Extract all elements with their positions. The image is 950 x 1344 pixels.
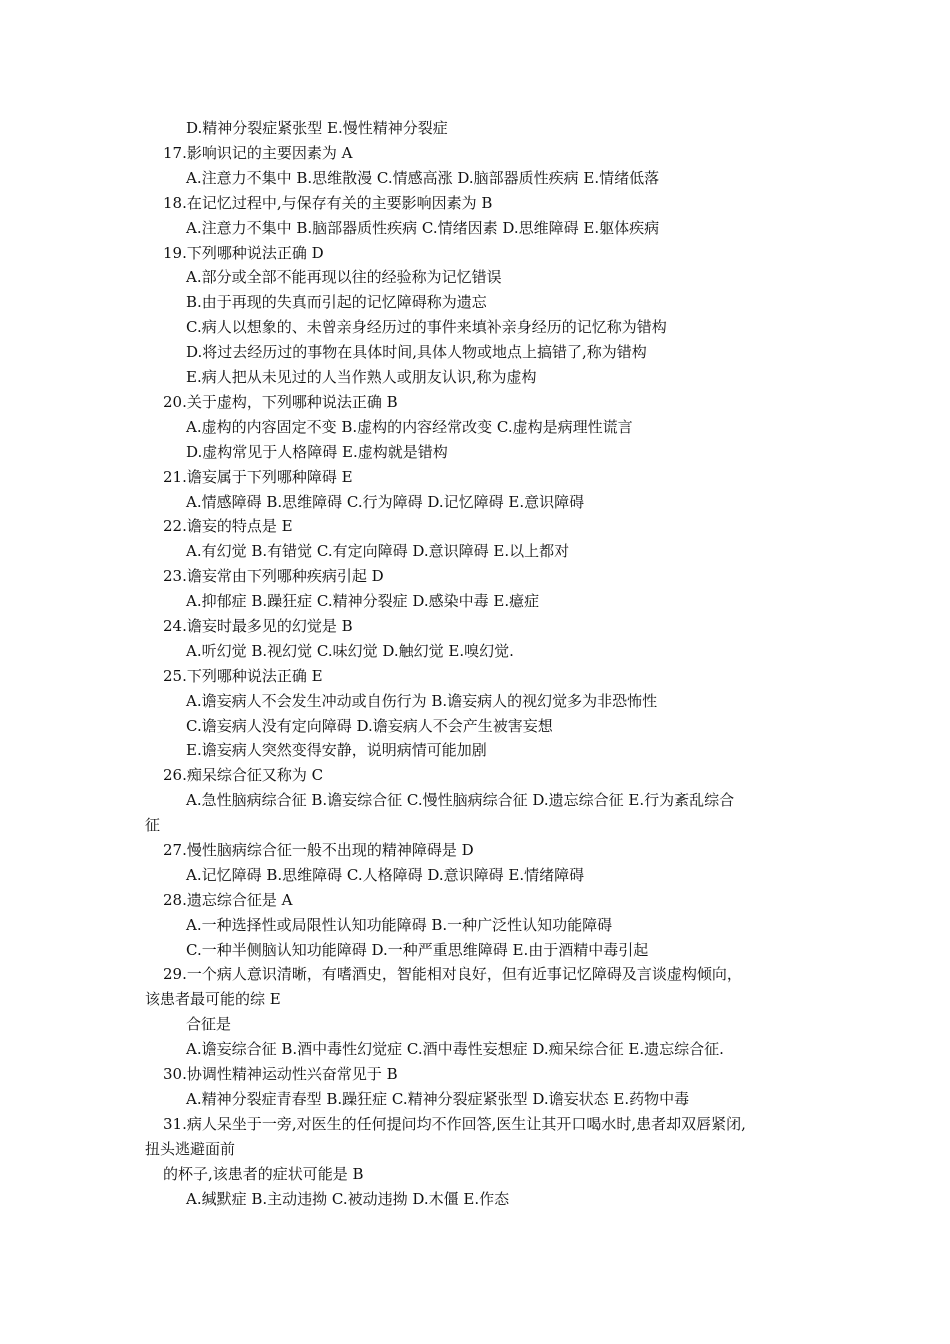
option-line: D.将过去经历过的事物在具体时间,具体人物或地点上搞错了,称为错构 (186, 343, 647, 361)
question-continuation-line: 的杯子,该患者的症状可能是 B (163, 1165, 364, 1183)
wrapped-line: 扭头逃避面前 (145, 1140, 236, 1158)
option-line: A.谵妄病人不会发生冲动或自伤行为 B.谵妄病人的视幻觉多为非恐怖性 (186, 692, 658, 710)
option-line: A.一种选择性或局限性认知功能障碍 B.一种广泛性认知功能障碍 (186, 916, 613, 934)
option-line: B.由于再现的失真而引起的记忆障碍称为遗忘 (186, 293, 487, 311)
option-line: E.病人把从未见过的人当作熟人或朋友认识,称为虚构 (186, 368, 537, 386)
wrapped-line: 征 (145, 816, 161, 834)
option-line: 合征是 (186, 1015, 232, 1033)
question-line: 22.谵妄的特点是 E (163, 517, 293, 535)
question-line: 25.下列哪种说法正确 E (163, 667, 323, 685)
option-line: A.急性脑病综合征 B.谵妄综合征 C.慢性脑病综合征 D.遗忘综合征 E.行为紊乱综合 (186, 791, 735, 809)
question-line: 23.谵妄常由下列哪种疾病引起 D (163, 567, 384, 585)
question-line: 24.谵妄时最多见的幻觉是 B (163, 617, 353, 635)
option-line: A.部分或全部不能再现以往的经验称为记忆错误 (186, 268, 502, 286)
question-line: 29.一个病人意识清晰，有嗜酒史，智能相对良好，但有近事记忆障碍及言谈虚构倾向， (163, 965, 742, 983)
option-line: A.缄默症 B.主动违拗 C.被动违拗 D.木僵 E.作态 (186, 1190, 510, 1208)
option-line: A.虚构的内容固定不变 B.虚构的内容经常改变 C.虚构是病理性谎言 (186, 418, 633, 436)
option-line: A.谵妄综合征 B.酒中毒性幻觉症 C.酒中毒性妄想症 D.痴呆综合征 E.遗忘综合征. (186, 1040, 724, 1058)
wrapped-line: 该患者最可能的综 E (145, 990, 281, 1008)
question-line: 27.慢性脑病综合征一般不出现的精神障碍是 D (163, 841, 474, 859)
option-line: A.精神分裂症青春型 B.躁狂症 C.精神分裂症紧张型 D.谵妄状态 E.药物中毒 (186, 1090, 690, 1108)
option-line: A.有幻觉 B.有错觉 C.有定向障碍 D.意识障碍 E.以上都对 (186, 542, 570, 560)
option-line: D.虚构常见于人格障碍 E.虚构就是错构 (186, 443, 448, 461)
text-line: D.精神分裂症紧张型 E.慢性精神分裂症 (186, 119, 448, 137)
question-line: 18.在记忆过程中,与保存有关的主要影响因素为 B (163, 194, 493, 212)
question-line: 30.协调性精神运动性兴奋常见于 B (163, 1065, 398, 1083)
option-line: A.抑郁症 B.躁狂症 C.精神分裂症 D.感染中毒 E.癔症 (186, 592, 540, 610)
option-line: C.病人以想象的、未曾亲身经历过的事件来填补亲身经历的记忆称为错构 (186, 318, 667, 336)
question-line: 20.关于虚构，下列哪种说法正确 B (163, 393, 398, 411)
option-line: E.谵妄病人突然变得安静，说明病情可能加剧 (186, 741, 487, 759)
option-line: A.记忆障碍 B.思维障碍 C.人格障碍 D.意识障碍 E.情绪障碍 (186, 866, 585, 884)
question-line: 21.谵妄属于下列哪种障碍 E (163, 468, 353, 486)
option-line: C.谵妄病人没有定向障碍 D.谵妄病人不会产生被害妄想 (186, 717, 553, 735)
option-line: A.注意力不集中 B.思维散漫 C.情感高涨 D.脑部器质性疾病 E.情绪低落 (186, 169, 660, 187)
question-line: 26.痴呆综合征又称为 C (163, 766, 324, 784)
option-line: C.一种半侧脑认知功能障碍 D.一种严重思维障碍 E.由于酒精中毒引起 (186, 941, 649, 959)
question-line: 17.影响识记的主要因素为 A (163, 144, 353, 162)
question-line: 31.病人呆坐于一旁,对医生的任何提问均不作回答,医生让其开口喝水时,患者却双唇紧闭, (163, 1115, 746, 1133)
question-line: 28.遗忘综合征是 A (163, 891, 293, 909)
question-line: 19.下列哪种说法正确 D (163, 244, 324, 262)
option-line: A.听幻觉 B.视幻觉 C.味幻觉 D.触幻觉 E.嗅幻觉. (186, 642, 514, 660)
option-line: A.注意力不集中 B.脑部器质性疾病 C.情绪因素 D.思维障碍 E.躯体疾病 (186, 219, 660, 237)
option-line: A.情感障碍 B.思维障碍 C.行为障碍 D.记忆障碍 E.意识障碍 (186, 493, 585, 511)
